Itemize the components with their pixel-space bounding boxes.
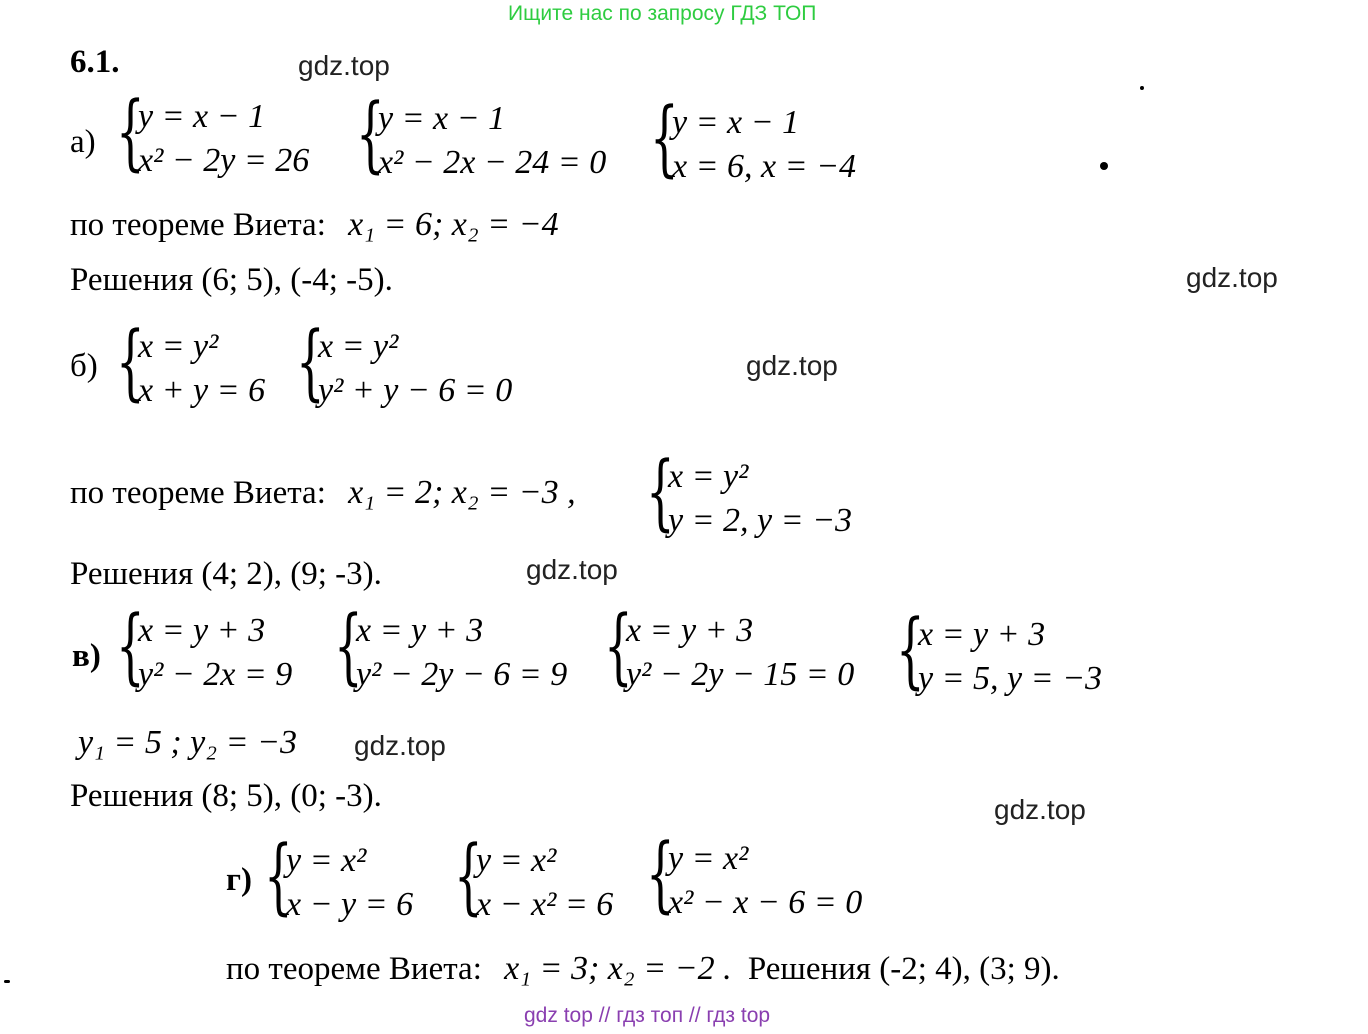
part-a-vieta-line: [70, 206, 559, 244]
equation: y² − 2y − 6 = 9: [356, 656, 568, 693]
brace: {: [116, 315, 145, 410]
part-g-vieta-line: [226, 950, 1060, 988]
equation: x = y + 3: [356, 612, 484, 649]
brace: {: [896, 603, 925, 698]
equation: y = x − 1: [672, 104, 800, 141]
vieta-prefix: по теореме Виета:: [70, 475, 326, 511]
part-g-label: г): [226, 862, 252, 898]
part-a-label: а): [70, 124, 96, 160]
equation: y² − 2y − 15 = 0: [626, 656, 855, 693]
vieta-roots: x₁ = 3; x₂ = −2 .: [504, 950, 732, 987]
brace: {: [116, 85, 145, 180]
search-banner: Ищите нас по запросу ГДЗ ТОП: [508, 2, 817, 25]
equation: x = y + 3: [626, 612, 754, 649]
vieta-prefix: по теореме Виета:: [70, 207, 326, 243]
vieta-prefix: по теореме Виета:: [226, 951, 482, 987]
part-b-solutions: Решения (4; 2), (9; -3).: [70, 556, 382, 592]
equation: x = y²: [318, 328, 399, 365]
equation: x = y + 3: [138, 612, 266, 649]
brace: {: [646, 445, 675, 540]
equation: x = y²: [668, 458, 749, 495]
equation: x − x² = 6: [476, 886, 614, 923]
equation: x − y = 6: [286, 886, 414, 923]
equation: x + y = 6: [138, 372, 266, 409]
watermark: gdz.top: [298, 50, 390, 81]
equation: y = 2, y = −3: [668, 502, 853, 539]
equation: y = 5, y = −3: [918, 660, 1103, 697]
problem-number: 6.1.: [70, 44, 120, 80]
equation: x = 6, x = −4: [672, 148, 857, 185]
brace: {: [116, 599, 145, 694]
scan-speck: [1100, 162, 1108, 170]
part-v-roots: y₁ = 5 ; y₂ = −3: [78, 724, 297, 761]
watermark: gdz.top: [526, 554, 618, 585]
part-a-solutions: Решения (6; 5), (-4; -5).: [70, 262, 393, 298]
part-b-vieta-line: [70, 474, 576, 512]
part-v-solutions: Решения (8; 5), (0; -3).: [70, 778, 382, 814]
watermark: gdz.top: [354, 730, 446, 761]
equation: y = x − 1: [378, 100, 506, 137]
equation: x² − x − 6 = 0: [668, 884, 863, 921]
equation: y = x²: [286, 842, 367, 879]
equation: y = x²: [668, 840, 749, 877]
brace: {: [646, 827, 675, 922]
equation: y = x − 1: [138, 98, 266, 135]
brace: {: [264, 829, 293, 924]
equation: y = x²: [476, 842, 557, 879]
watermark: gdz.top: [1186, 262, 1278, 293]
equation: y² + y − 6 = 0: [318, 372, 513, 409]
footer-links[interactable]: gdz top // гдз топ // гдз top: [524, 1004, 771, 1027]
brace: {: [296, 315, 325, 410]
scan-speck: [4, 980, 10, 983]
brace: {: [650, 91, 679, 186]
equation: x = y²: [138, 328, 219, 365]
scan-speck: [1140, 86, 1144, 90]
equation: x² − 2x − 24 = 0: [378, 144, 607, 181]
part-g-solutions: Решения (-2; 4), (3; 9).: [747, 951, 1060, 987]
brace: {: [356, 87, 385, 182]
brace: {: [454, 829, 483, 924]
watermark: gdz.top: [746, 350, 838, 381]
watermark: gdz.top: [994, 794, 1086, 825]
brace: {: [334, 599, 363, 694]
equation: x = y + 3: [918, 616, 1046, 653]
part-b-label: б): [70, 348, 98, 384]
brace: {: [604, 599, 633, 694]
vieta-roots: x₁ = 6; x₂ = −4: [348, 206, 559, 243]
equation: y² − 2x = 9: [138, 656, 293, 693]
vieta-roots: x₁ = 2; x₂ = −3 ,: [348, 474, 576, 511]
part-v-label: в): [72, 638, 101, 674]
equation: x² − 2y = 26: [138, 142, 310, 179]
